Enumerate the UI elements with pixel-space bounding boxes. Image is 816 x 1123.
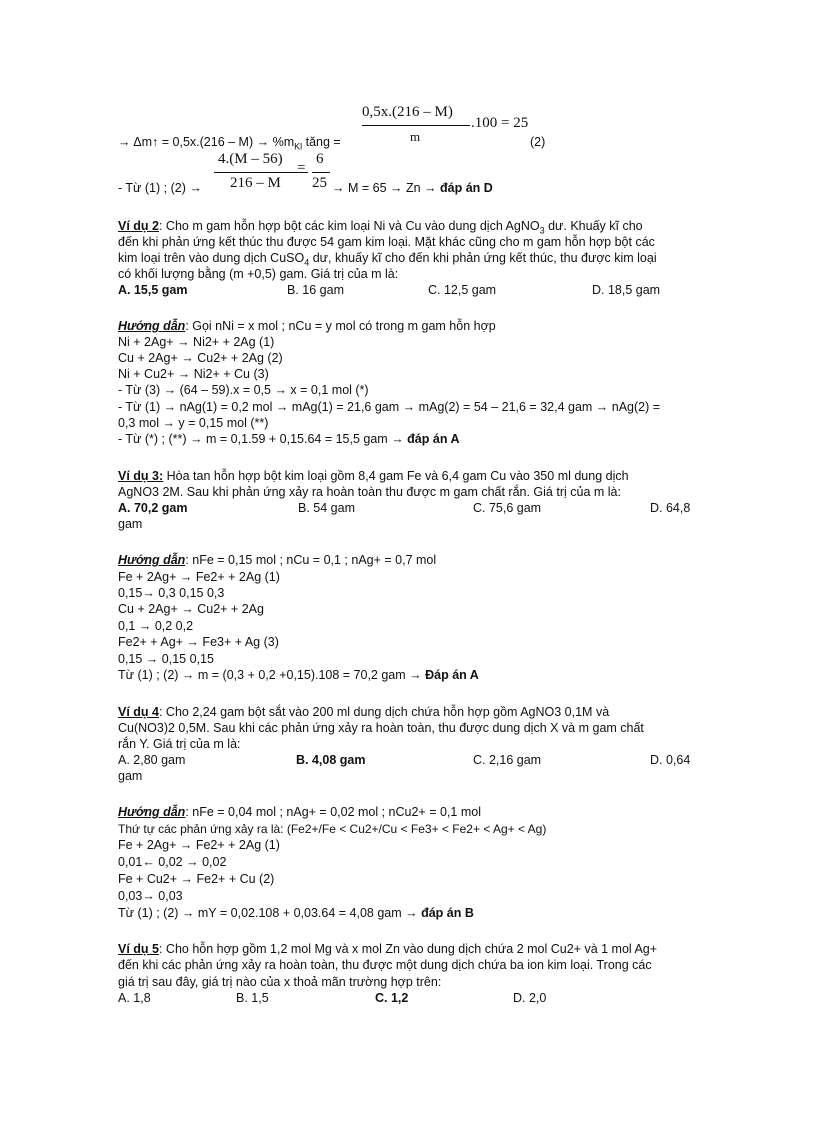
hd3-title: Hướng dẫn (118, 553, 186, 567)
ex2-text-2: dư. Khuấy kĩ cho (544, 219, 643, 233)
hd2-title: Hướng dẫn (118, 319, 186, 333)
frac3-numerator: 6 (316, 151, 324, 167)
ex2-text-3: kim loại trên vào dung dịch CuSO (118, 251, 305, 265)
ex2-title: Ví dụ 2 (118, 219, 159, 233)
ex4-line1 (118, 704, 609, 720)
ex2-line4: có khối lượng bằng (m +0,5) gam. Giá trị của m là: (118, 267, 399, 281)
hd4-line4: 0,01← 0,02 → 0,02 (118, 855, 227, 869)
ex3-line1 (118, 468, 629, 484)
ex2-line2: đến khi phản ứng kết thúc thu được 54 gam kim loại. Mặt khác cũng cho m gam hỗn hợp bột các (118, 235, 655, 249)
intro-line1-sub: Kl (294, 141, 303, 152)
hd2-answer: đáp án A (407, 432, 460, 446)
frac2-bar (214, 172, 308, 173)
ex2-option-c: C. 12,5 gam (428, 283, 497, 297)
ex5-option-c: C. 1,2 (375, 991, 409, 1005)
ex5-line3: giá trị sau đây, giá trị nào của x thoả mãn trường hợp trên: (118, 975, 442, 989)
ex4-line2: Cu(NO3)2 0,5M. Sau khi các phản ứng xảy ra hoàn toàn, thu được dung dịch X và m gam chất (118, 721, 644, 735)
ex4-option-d-cont: gam (118, 769, 143, 783)
intro-line1-prefix: → Δm↑ = 0,5x.(216 – M) → %m (118, 135, 295, 149)
intro-line2-prefix: - Từ (1) ; (2) → (118, 181, 202, 195)
hd3-line5: 0,1 → 0,2 0,2 (118, 619, 194, 633)
frac1-tail: .100 = 25 (471, 115, 529, 131)
ex4-option-a: A. 2,80 gam (118, 753, 186, 767)
ex4-option-b: B. 4,08 gam (296, 753, 366, 767)
frac1-bar (362, 125, 470, 126)
hd2-line1 (118, 318, 496, 334)
frac2-denominator: 216 – M (230, 175, 281, 191)
hd3-text-8: Từ (1) ; (2) → m = (0,3 + 0,2 +0,15).108 = 70,2 gam → (118, 668, 426, 682)
ex2-option-a: A. 15,5 gam (118, 283, 188, 297)
frac1-denominator: m (410, 129, 421, 144)
hd3-line6: Fe2+ + Ag+ → Fe3+ + Ag (3) (118, 635, 279, 649)
ex4-text-1: : Cho 2,24 gam bột sắt vào 200 ml dung dịch chứa hỗn hợp gồm AgNO3 0,1M và (158, 705, 610, 719)
ex4-option-d: D. 0,64 (650, 753, 691, 767)
hd4-line7 (118, 905, 474, 921)
ex2-option-d: D. 18,5 gam (592, 283, 661, 297)
ex2-sub-4: 4 (304, 257, 310, 268)
hd2-line3: Cu + 2Ag+ → Cu2+ + 2Ag (2) (118, 351, 283, 365)
ex5-title: Ví dụ 5 (118, 942, 159, 956)
hd4-text-7: Từ (1) ; (2) → mY = 0,02.108 + 0,03.64 = 4,08 gam → (118, 906, 422, 920)
intro-line1 (118, 135, 341, 152)
hd4-title: Hướng dẫn (118, 805, 186, 819)
hd2-line6: - Từ (1) → nAg(1) = 0,2 mol → mAg(1) = 21,6 gam → mAg(2) = 54 – 21,6 = 32,4 gam → nAg(2) = (118, 400, 661, 414)
frac3-bar (312, 172, 330, 173)
ex2-text-4: dư, khuấy kĩ cho đến khi phản ứng kết thúc, thu được kim loại (309, 251, 657, 265)
hd3-line1 (118, 552, 436, 568)
ex4-line3: rắn Y. Giá trị của m là: (118, 737, 241, 751)
intro-line2-suffix (332, 181, 493, 195)
hd2-text-1: : Gọi nNi = x mol ; nCu = y mol có trong m gam hỗn hợp (185, 319, 496, 333)
hd2-line8 (118, 431, 460, 447)
frac2-numerator: 4.(M – 56) (218, 151, 283, 167)
hd3-line3: 0,15→ 0,3 0,15 0,3 (118, 586, 225, 600)
hd2-line2: Ni + 2Ag+ → Ni2+ + 2Ag (1) (118, 335, 275, 349)
intro-answer: đáp án D (440, 181, 493, 195)
ex3-text-1: Hòa tan hỗn hợp bột kim loại gồm 8,4 gam Fe và 6,4 gam Cu vào 350 ml dung dịch (163, 469, 629, 483)
ex2-text-1: : Cho m gam hỗn hợp bột các kim loại Ni và Cu vào dung dịch AgNO (158, 219, 540, 233)
hd4-answer: đáp án B (421, 906, 474, 920)
hd4-line6: 0,03→ 0,03 (118, 889, 183, 903)
frac3-denominator: 25 (312, 175, 327, 191)
ex3-title: Ví dụ 3: (118, 469, 164, 483)
equation-label: (2) (530, 135, 546, 149)
hd3-line8 (118, 667, 479, 683)
hd4-line3: Fe + 2Ag+ → Fe2+ + 2Ag (1) (118, 838, 280, 852)
hd3-text-1: : nFe = 0,15 mol ; nCu = 0,1 ; nAg+ = 0,7 mol (185, 553, 437, 567)
ex3-option-a: A. 70,2 gam (118, 501, 188, 515)
frac1-numerator: 0,5x.(216 – M) (362, 104, 453, 120)
frac-equals: = (297, 160, 306, 176)
ex5-line1 (118, 941, 657, 957)
hd3-line4: Cu + 2Ag+ → Cu2+ + 2Ag (118, 602, 264, 616)
hd2-line7: 0,3 mol → y = 0,15 mol (**) (118, 416, 269, 430)
hd4-line1 (118, 804, 481, 820)
hd3-line7: 0,15 → 0,15 0,15 (118, 652, 214, 666)
hd4-text-1: : nFe = 0,04 mol ; nAg+ = 0,02 mol ; nCu2+ = 0,1 mol (185, 805, 481, 819)
ex5-option-d: D. 2,0 (513, 991, 547, 1005)
hd2-line5: - Từ (3) → (64 – 59).x = 0,5 → x = 0,1 mol (*) (118, 383, 369, 397)
hd3-answer: Đáp án A (425, 668, 479, 682)
hd2-line4: Ni + Cu2+ → Ni2+ + Cu (3) (118, 367, 269, 381)
hd3-line2: Fe + 2Ag+ → Fe2+ + 2Ag (1) (118, 570, 280, 584)
intro-line2-suffix-text: → M = 65 → Zn → (332, 181, 441, 195)
ex5-option-a: A. 1,8 (118, 991, 151, 1005)
ex4-title: Ví dụ 4 (118, 705, 159, 719)
ex5-text-1: : Cho hỗn hợp gồm 1,2 mol Mg và x mol Zn vào dung dịch chứa 2 mol Cu2+ và 1 mol Ag+ (158, 942, 658, 956)
ex3-option-d: D. 64,8 (650, 501, 691, 515)
ex3-option-d-cont: gam (118, 517, 143, 531)
ex3-option-c: C. 75,6 gam (473, 501, 542, 515)
ex5-option-b: B. 1,5 (236, 991, 269, 1005)
ex5-line2: đến khi các phản ứng xảy ra hoàn toàn, thu được một dung dịch chứa ba ion kim loại. Trong các (118, 958, 652, 972)
ex3-option-b: B. 54 gam (298, 501, 355, 515)
intro-line1-suffix: tăng = (302, 135, 341, 149)
hd4-line2: Thứ tự các phản ứng xảy ra là: (Fe2+/Fe < Cu2+/Cu < Fe3+ < Fe2+ < Ag+ < Ag) (118, 822, 547, 836)
ex3-line2: AgNO3 2M. Sau khi phản ứng xảy ra hoàn toàn thu được m gam chất rắn. Giá trị của m là: (118, 485, 621, 499)
ex2-option-b: B. 16 gam (287, 283, 344, 297)
ex2-sub-3: 3 (539, 225, 545, 236)
ex4-option-c: C. 2,16 gam (473, 753, 542, 767)
hd2-text-8: - Từ (*) ; (**) → m = 0,1.59 + 0,15.64 = 15,5 gam → (118, 432, 408, 446)
hd4-line5: Fe + Cu2+ → Fe2+ + Cu (2) (118, 872, 275, 886)
